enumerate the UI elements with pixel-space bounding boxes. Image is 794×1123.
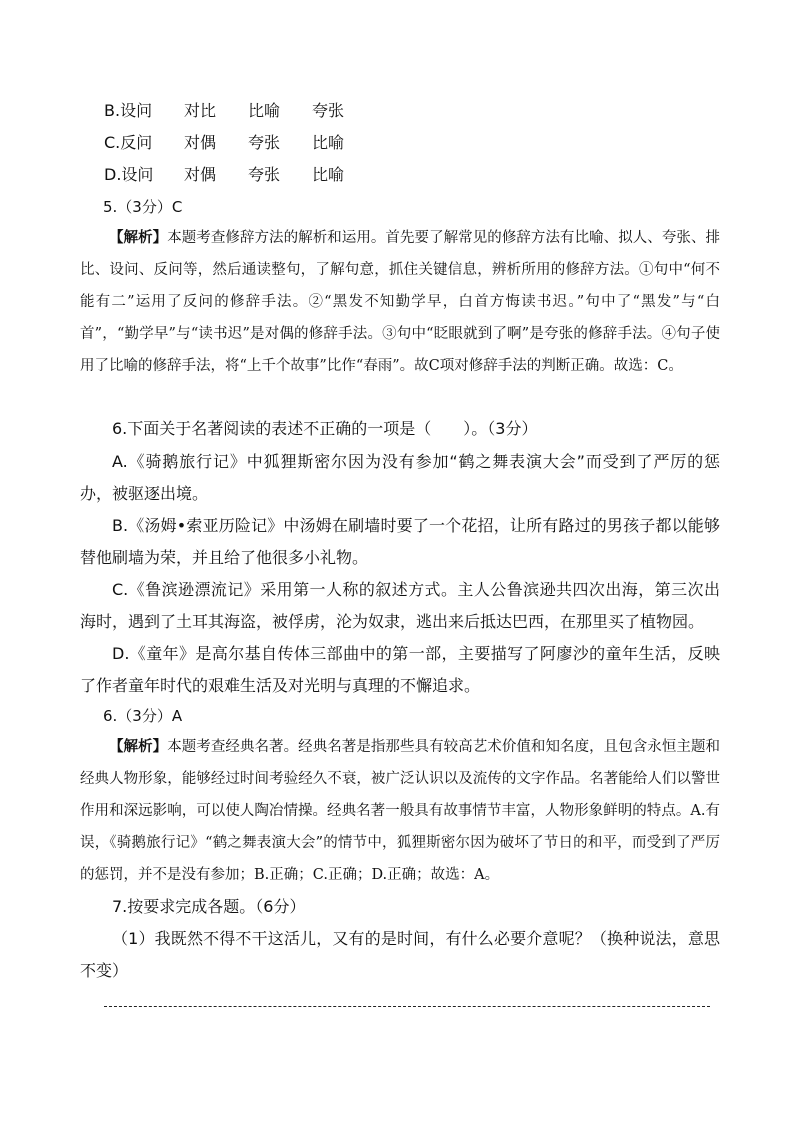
option-item: 比喻 xyxy=(312,165,345,184)
option-label: B.设问 xyxy=(104,101,153,120)
option-item: 对偶 xyxy=(184,165,217,184)
option-item: 夸张 xyxy=(312,101,345,120)
option-item: 夸张 xyxy=(248,165,281,184)
q6-options xyxy=(80,446,720,702)
analysis-text: 本题考查经典名著。经典名著是指那些具有较高艺术价值和知名度，且包含永恒主题和经典人物形象，能够经过时间考验经久不衰，被广泛认识以及流传的文字作品。名著能给人们以警世作用和深远影响，可以使人陶冶情操。经典名著一般具有故事情节丰富，人物形象鲜明的特点。A.有误，《骑鹅旅行记》“鹤之舞表演大会”的情节中，狐狸斯密尔因为破坏了节日的和平，而受到了严厉的惩罚，并不是没有参加；B.正确；C.正确；D.正确；故选：A。 xyxy=(80,739,721,883)
option-label: C.反问 xyxy=(104,133,153,152)
option-label: D.设问 xyxy=(104,165,154,184)
analysis-text: 本题考查修辞方法的解析和运用。首先要了解常见的修辞方法有比喻、拟人、夸张、排比、设问、反问等，然后通读整句，了解句意，抓住关键信息，辨析所用的修辞方法。①句中“何不能有二”运用了反问的修辞手法。②“黑发不知勤学早，白首方悔读书迟。”句中了“黑发”与“白首”，“勤学早”与“读书迟”是对偶的修辞手法。③句中“眨眼就到了啊”是夸张的修辞手法。④句子使用了比喻的修辞手法，将“上千个故事”比作“春雨”。故C项对修辞手法的判断正确。故选：C。 xyxy=(80,230,721,374)
analysis-tag: 【解析】 xyxy=(109,229,168,246)
q6-stem xyxy=(80,413,720,445)
q6-option-a: A.《骑鹅旅行记》中狐狸斯密尔因为没有参加“鹤之舞表演大会”而受到了严厉的惩办，被驱逐出境。 xyxy=(80,452,720,503)
q4-option-b xyxy=(104,101,344,121)
q4-option-c xyxy=(104,133,344,153)
answer-blank-line[interactable] xyxy=(104,1006,710,1007)
question-stem: 7.按要求完成各题。（6分） xyxy=(112,897,306,916)
option-item: 对比 xyxy=(184,101,217,120)
q6-answer: 6.（3分）A xyxy=(103,707,183,725)
option-item: 比喻 xyxy=(312,133,345,152)
q7-sub1 xyxy=(80,923,720,987)
q6-option-c: C.《鲁滨逊漂流记》采用第一人称的叙述方式。主人公鲁滨逊共四次出海，第三次出海时，遇到了土耳其海盗，被俘虏，沦为奴隶，逃出来后抵达巴西，在那里买了植物园。 xyxy=(80,580,720,631)
analysis-tag: 【解析】 xyxy=(109,738,168,755)
q6-option-b: B.《汤姆•索亚历险记》中汤姆在刷墙时要了一个花招，让所有路过的男孩子都以能够替他刷墙为荣，并且给了他很多小礼物。 xyxy=(80,516,720,567)
sub-question: （1）我既然不得不干这活儿，又有的是时间，有什么必要介意呢？（换种说法，意思不变） xyxy=(80,929,720,980)
option-item: 夸张 xyxy=(248,133,281,152)
q5-analysis xyxy=(80,222,720,382)
option-item: 对偶 xyxy=(184,133,217,152)
q5-answer: 5.（3分）C xyxy=(103,198,183,216)
q6-analysis xyxy=(80,731,720,891)
question-stem: 6.下面关于名著阅读的表述不正确的一项是（ ）。（3分） xyxy=(112,419,538,438)
q6-option-d: D.《童年》是高尔基自传体三部曲中的第一部，主要描写了阿廖沙的童年生活，反映了作者童年时代的艰难生活及对光明与真理的不懈追求。 xyxy=(80,644,720,695)
option-item: 比喻 xyxy=(248,101,281,120)
q4-option-d xyxy=(104,165,344,185)
q7-stem xyxy=(80,891,720,923)
